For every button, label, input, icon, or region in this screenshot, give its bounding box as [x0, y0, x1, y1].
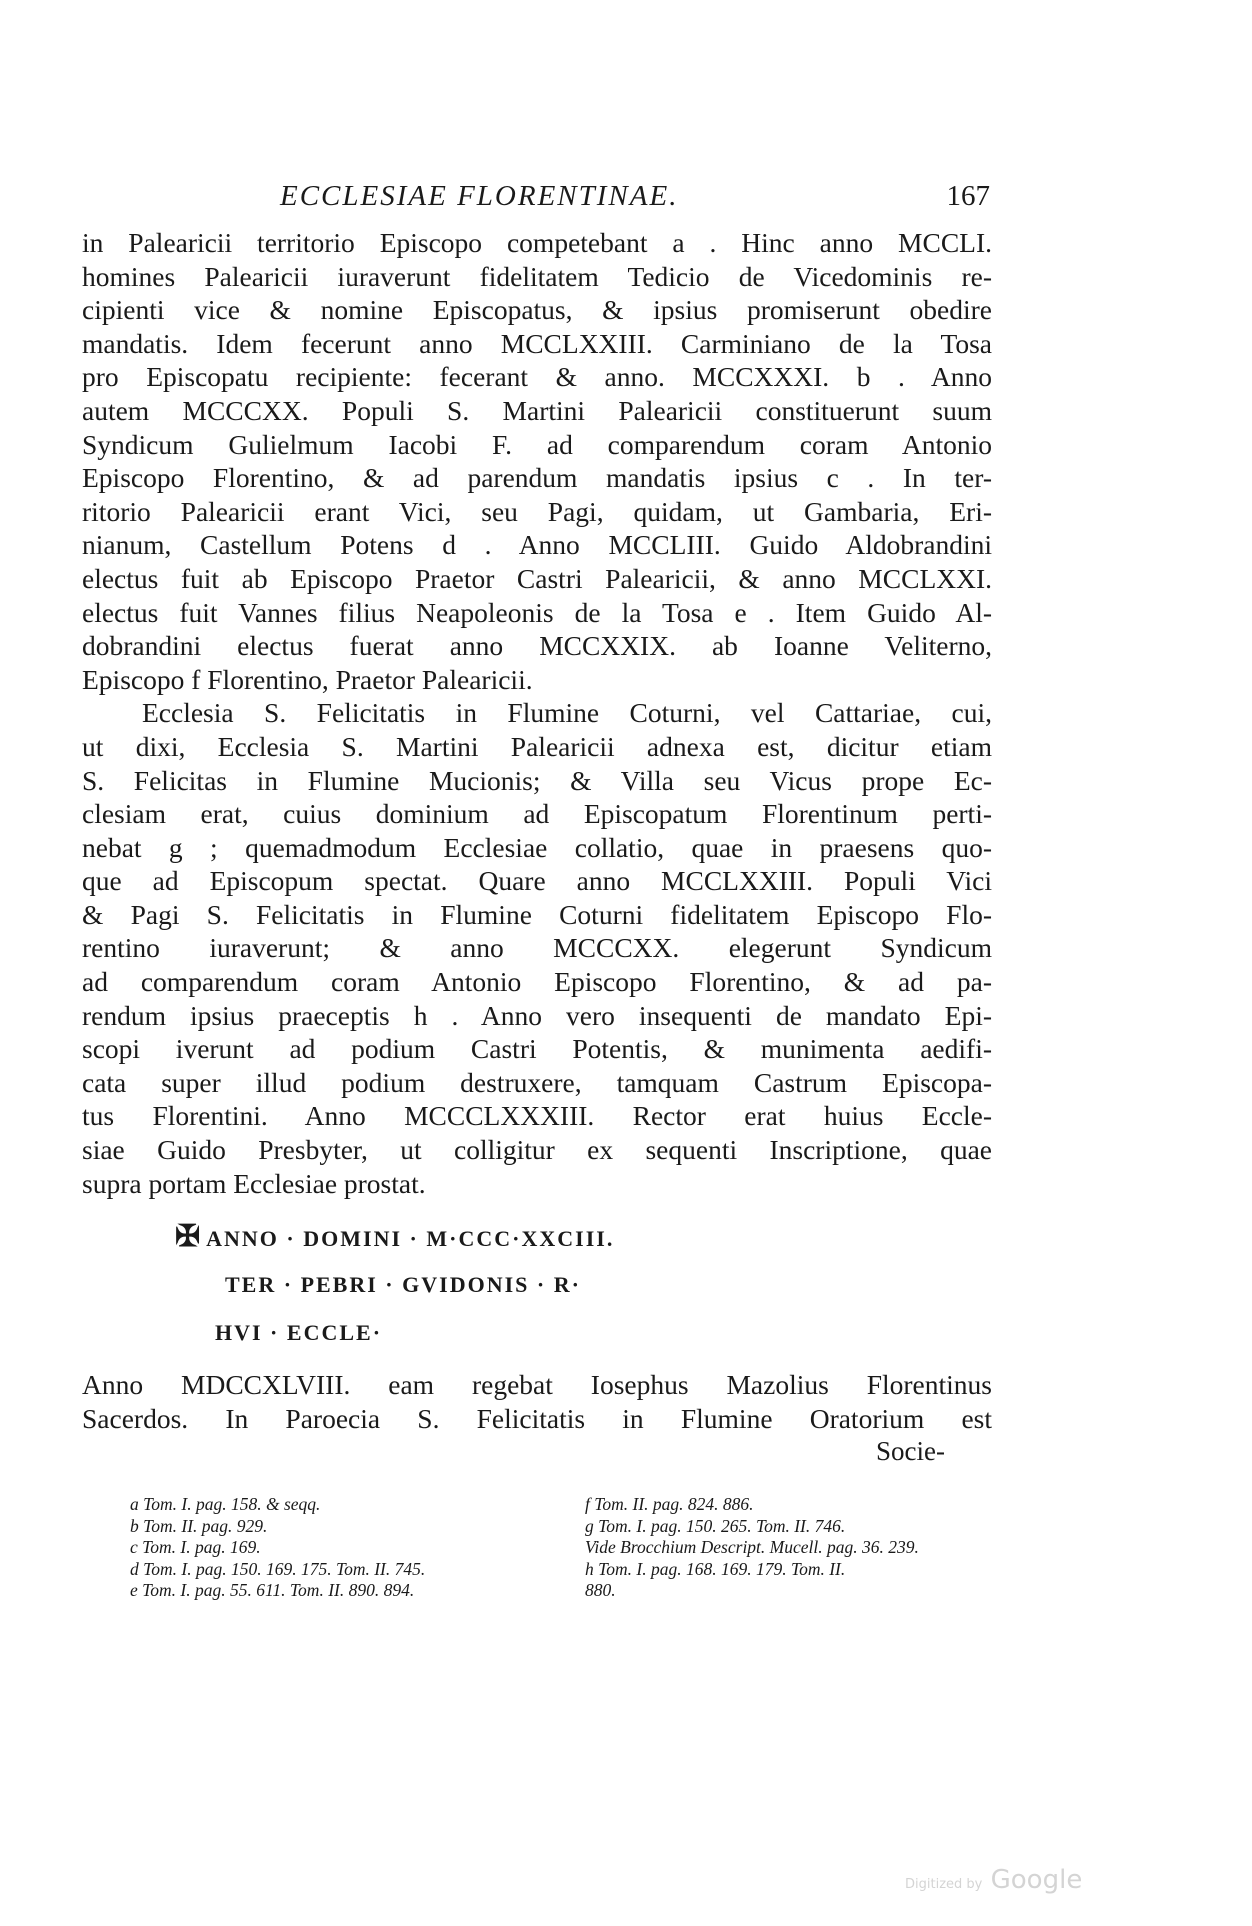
- inscription-line: [175, 1213, 795, 1261]
- footnote: f Tom. II. pag. 824. 886.: [585, 1494, 754, 1514]
- page-number: 167: [946, 180, 990, 212]
- watermark-brand: Google: [990, 1865, 1083, 1895]
- watermark-prefix: Digitized by: [905, 1877, 983, 1892]
- footnote: a Tom. I. pag. 158. & seqq.: [130, 1494, 321, 1514]
- text-line: clesiam erat, cuius dominium ad Episcopatum Florentinum perti-: [82, 798, 992, 830]
- text-line: rentino iuraverunt; & anno MCCCXX. elegerunt Syndicum: [82, 932, 992, 964]
- footnote: c Tom. I. pag. 169.: [130, 1537, 261, 1557]
- text-line: cipienti vice & nomine Episcopatus, & ipsius promiserunt obedire: [82, 294, 992, 326]
- body-text-continued: [82, 1368, 992, 1435]
- cross-icon: ✠: [175, 1220, 203, 1253]
- text-line: electus fuit ab Episcopo Praetor Castri Palearicii, & anno MCCLXXI.: [82, 562, 992, 594]
- text-line: Anno MDCCXLVIII. eam regebat Iosephus Mazolius Florentinus: [82, 1369, 992, 1400]
- footnote: g Tom. I. pag. 150. 265. Tom. II. 746.: [585, 1515, 846, 1536]
- text-line: Episcopo Florentino, & ad parendum mandatis ipsius c . In ter-: [82, 462, 992, 494]
- text-line: electus fuit Vannes filius Neapoleonis de la Tosa e . Item Guido Al-: [82, 596, 992, 628]
- text-line: Syndicum Gulielmum Iacobi F. ad comparendum coram Antonio: [82, 428, 992, 460]
- text-line: nianum, Castellum Potens d . Anno MCCLIII. Guido Aldobrandini: [82, 529, 992, 561]
- text-line: tus Florentini. Anno MCCCLXXXIII. Rector erat huius Eccle-: [82, 1100, 992, 1132]
- footnotes-left-column: [130, 1494, 425, 1602]
- text-line: Episcopo f Florentino, Praetor Palearicii.: [82, 663, 533, 695]
- text-line: ut dixi, Ecclesia S. Martini Palearicii adnexa est, dicitur etiam: [82, 730, 992, 762]
- text-line: S. Felicitas in Flumine Mucionis; & Villa seu Vicus prope Ec-: [82, 764, 992, 796]
- digitized-watermark: [905, 1865, 1082, 1895]
- running-title: ECCLESIAE FLORENTINAE.: [280, 180, 679, 212]
- text-line: dobrandini electus fuerat anno MCCXXIX. ab Ioanne Veliterno,: [82, 630, 992, 662]
- footnote: b Tom. II. pag. 929.: [130, 1515, 268, 1536]
- text-line: in Palearicii territorio Episcopo competebant a . Hinc anno MCCLI.: [82, 227, 992, 258]
- text-line: cata super illud podium destruxere, tamquam Castrum Episcopa-: [82, 1066, 992, 1098]
- text-line: ritorio Palearicii erant Vici, seu Pagi, quidam, ut Gambaria, Eri-: [82, 495, 992, 527]
- text-line: pro Episcopatu recipiente: fecerant & anno. MCCXXXI. b . Anno: [82, 361, 992, 393]
- text-line: homines Palearicii iuraverunt fidelitatem Tedicio de Vicedominis re-: [82, 260, 992, 292]
- text-line: nebat g ; quemadmodum Ecclesiae collatio, quae in praesens quo-: [82, 831, 992, 863]
- text-line: autem MCCCXX. Populi S. Martini Palearicii constituerunt suum: [82, 394, 992, 426]
- catchword: Socie-: [876, 1436, 945, 1466]
- page-header: [80, 180, 990, 224]
- text-line: siae Guido Presbyter, ut colligitur ex sequenti Inscriptione, quae: [82, 1134, 992, 1166]
- inscription-line: HVI · ECCLE·: [215, 1320, 383, 1345]
- footnote: Vide Brocchium Descript. Mucell. pag. 36. 239.: [585, 1537, 919, 1557]
- text-line: Ecclesia S. Felicitatis in Flumine Coturni, vel Cattariae, cui,: [142, 697, 992, 729]
- footnote: e Tom. I. pag. 55. 611. Tom. II. 890. 894.: [130, 1580, 415, 1600]
- footnotes-right-column: [585, 1494, 919, 1602]
- body-text: [82, 226, 992, 1200]
- text-line: mandatis. Idem fecerunt anno MCCLXXIII. Carminiano de la Tosa: [82, 327, 992, 359]
- text-line: rendum ipsius praeceptis h . Anno vero insequenti de mandato Epi-: [82, 999, 992, 1031]
- footnote: 880.: [585, 1580, 616, 1600]
- text-line: que ad Episcopum spectat. Quare anno MCCLXXIII. Populi Vici: [82, 865, 992, 897]
- inscription-text: ANNO · DOMINI · M·CCC·XXCIII.: [206, 1226, 615, 1251]
- text-line: ad comparendum coram Antonio Episcopo Florentino, & ad pa-: [82, 966, 992, 998]
- inscription-line: TER · PEBRI · GVIDONIS · R·: [225, 1272, 581, 1297]
- text-line: Sacerdos. In Paroecia S. Felicitatis in Flumine Oratorium est: [82, 1402, 992, 1434]
- footnote: h Tom. I. pag. 168. 169. 179. Tom. II.: [585, 1558, 846, 1579]
- footnote: d Tom. I. pag. 150. 169. 175. Tom. II. 745.: [130, 1558, 426, 1579]
- text-line: supra portam Ecclesiae prostat.: [82, 1167, 426, 1199]
- inscription: [175, 1213, 795, 1357]
- text-line: & Pagi S. Felicitatis in Flumine Coturni fidelitatem Episcopo Flo-: [82, 898, 992, 930]
- text-line: scopi iverunt ad podium Castri Potentis, & munimenta aedifi-: [82, 1033, 992, 1065]
